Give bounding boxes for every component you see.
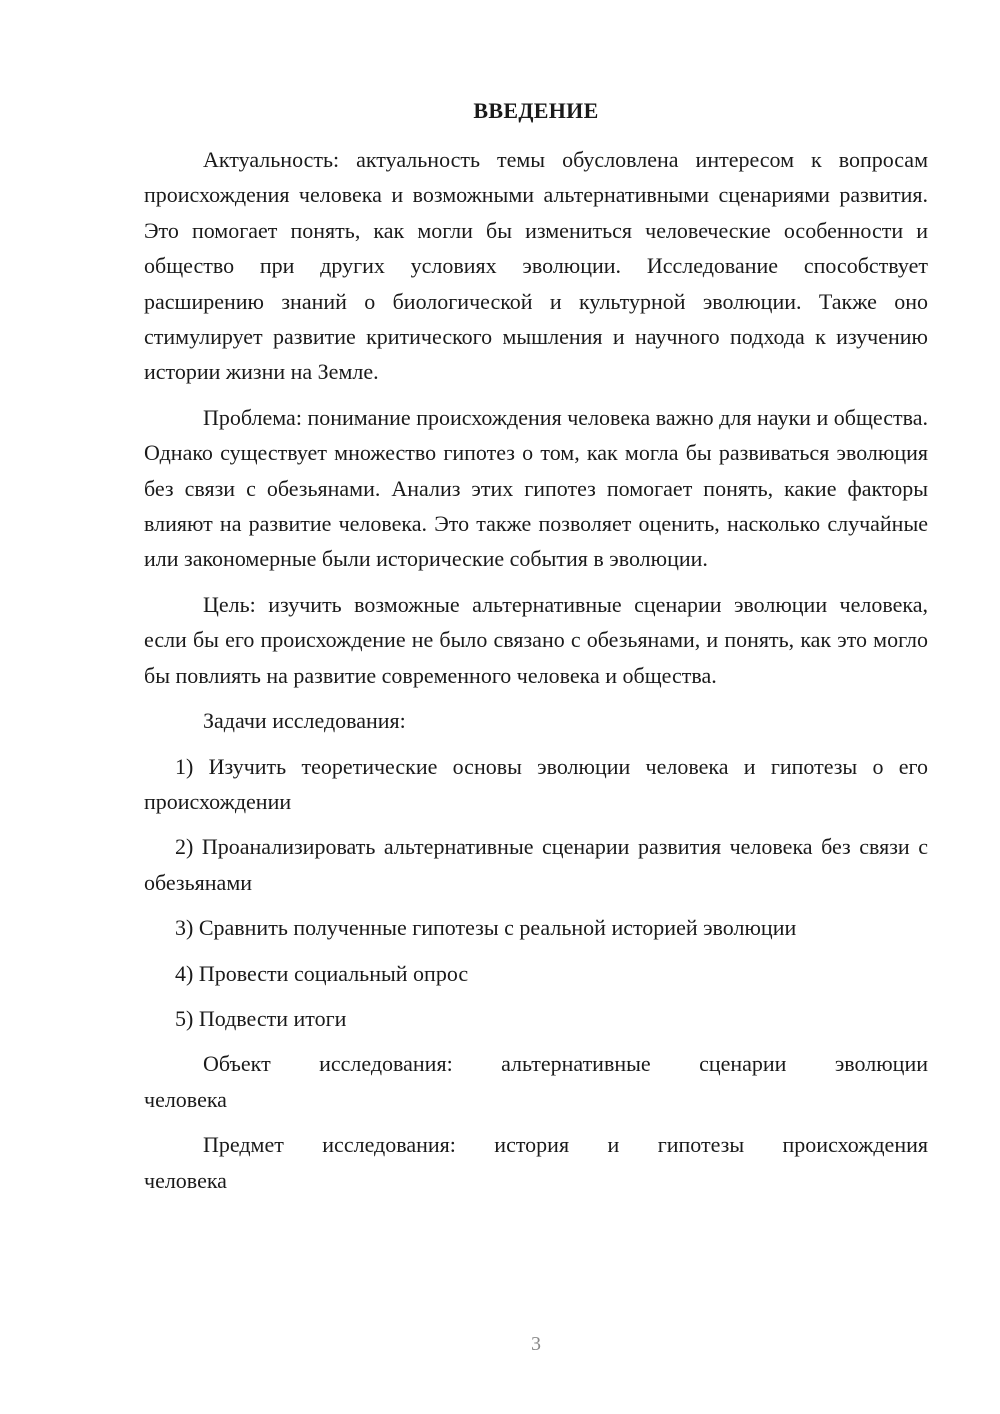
page-number: 3 bbox=[531, 1333, 541, 1355]
task-item-1: 1) Изучить теоретические основы эволюции человека и гипотезы о его происхождении bbox=[144, 753, 928, 814]
paragraph-problem: Проблема: понимание происхождения человека важно для науки и общества. Однако существует множество гипотез о том, как могла бы развиваться эволюция без связи с обезьянами. Анализ этих гипотез помогает понять, какие факторы влияют на развитие человека. Это также позволяет оценить, насколько случайные или закономерные были исторические события в эволюции. bbox=[144, 404, 928, 572]
research-object-line-2: человека bbox=[144, 1086, 227, 1112]
task-item-2: 2) Проанализировать альтернативные сценарии развития человека без связи с обезьянами bbox=[144, 834, 928, 895]
paragraph-goal: Цель: изучить возможные альтернативные сценарии эволюции человека, если бы его происхождение не было связано с обезьянами, и понять, как это могло бы повлиять на развитие современного человека и общества. bbox=[144, 591, 928, 688]
task-item-5: 5) Подвести итоги bbox=[175, 1005, 347, 1031]
research-subject-line-2: человека bbox=[144, 1167, 227, 1193]
paragraph-relevance: Актуальность: актуальность темы обусловлена интересом к вопросам происхождения человека и возможными альтернативными сценариями развития. Это помогает понять, как могли бы измениться человеческие особенности и общество при других условиях эволюции. Исследование способствует расширению знаний о биологической и культурной эволюции. Также оно стимулирует развитие критического мышления и научного подхода к изучению истории жизни на Земле. bbox=[144, 147, 928, 385]
page-title: ВВЕДЕНИЕ bbox=[473, 98, 599, 123]
research-object bbox=[144, 1046, 928, 1117]
research-object-line-1: Объект исследования: альтернативные сценарии эволюции bbox=[203, 1051, 928, 1077]
task-item-4: 4) Провести социальный опрос bbox=[175, 960, 469, 986]
tasks-heading: Задачи исследования: bbox=[203, 708, 406, 734]
task-item-3: 3) Сравнить полученные гипотезы с реальной историей эволюции bbox=[175, 915, 797, 941]
research-subject bbox=[144, 1127, 928, 1198]
document-body bbox=[144, 142, 928, 1208]
research-subject-line-1: Предмет исследования: история и гипотезы происхождения bbox=[203, 1132, 928, 1158]
